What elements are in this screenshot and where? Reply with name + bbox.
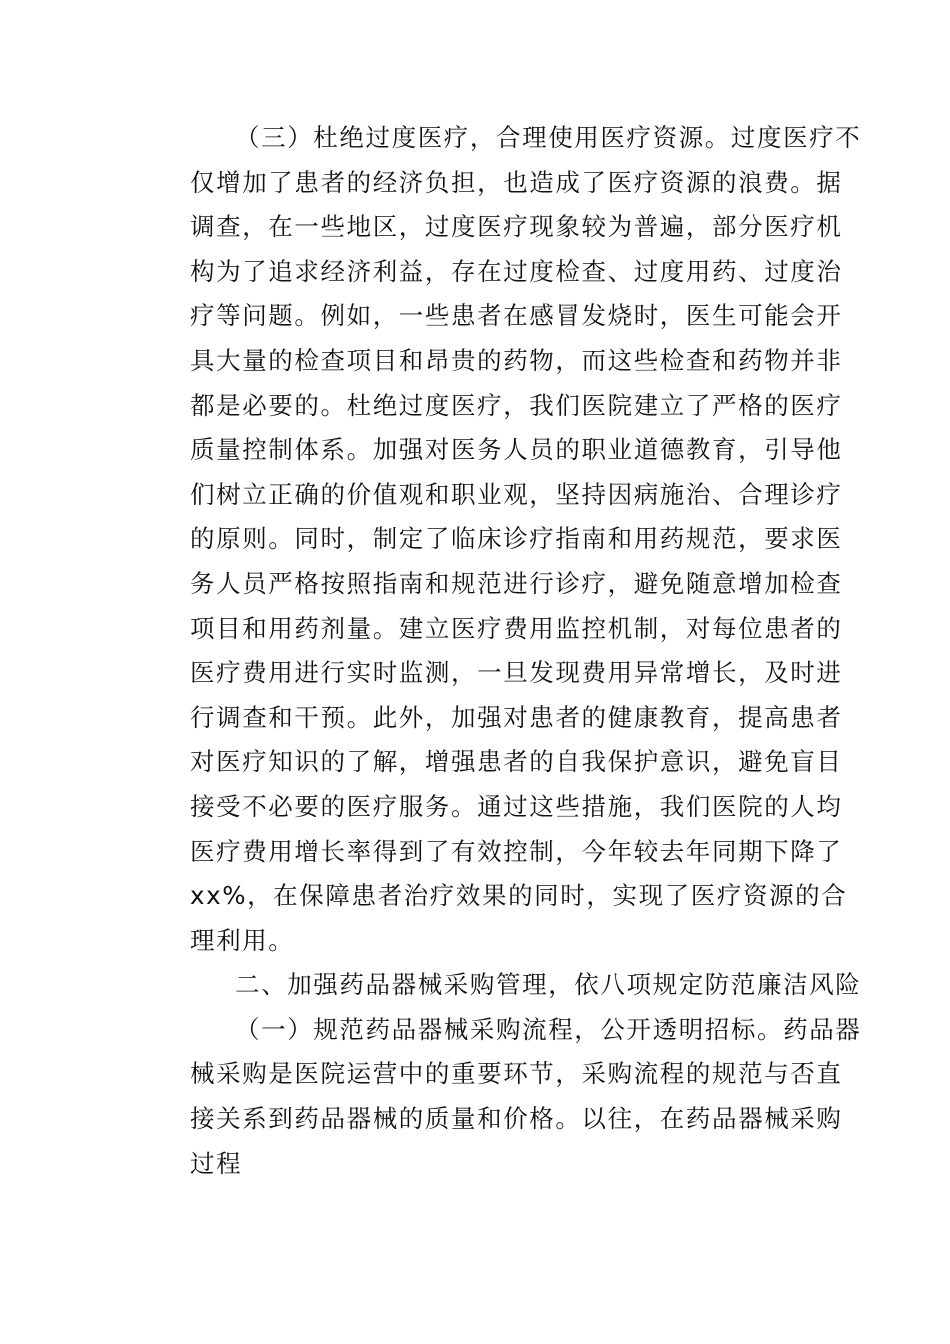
text-line: 接受不必要的医疗服务。通过这些措施，我们医院的人均 — [190, 791, 843, 821]
text-line: 构为了追求经济利益，存在过度检查、过度用药、过度治 — [190, 256, 843, 286]
text-line: xx%，在保障患者治疗效果的同时，实现了医疗资源的合 — [190, 881, 848, 911]
text-line: 医疗费用进行实时监测，一旦发现费用异常增长，及时进 — [190, 658, 843, 688]
text-line: 接关系到药品器械的质量和价格。以往，在药品器械采购 — [190, 1104, 843, 1134]
paragraph-overtreatment — [145, 116, 862, 963]
text-line: （三）杜绝过度医疗，合理使用医疗资源。过度医疗不 — [235, 123, 862, 152]
text-line: 质量控制体系。加强对医务人员的职业道德教育，引导他 — [190, 435, 843, 465]
text-line: 的原则。同时，制定了临床诊疗指南和用药规范，要求医 — [190, 524, 843, 554]
heading-line: 二、加强药品器械采购管理，依八项规定防范廉洁风险 — [235, 970, 862, 1000]
section-heading-procurement — [145, 963, 862, 1008]
text-line: 务人员严格按照指南和规范进行诊疗，避免随意增加检查 — [190, 568, 843, 598]
document-page — [145, 116, 862, 1186]
text-line: 项目和用药剂量。建立医疗费用监控机制，对每位患者的 — [190, 613, 843, 643]
text-line: 具大量的检查项目和昂贵的药物，而这些检查和药物并非 — [190, 345, 843, 375]
text-line: 仅增加了患者的经济负担，也造成了医疗资源的浪费。据 — [190, 167, 843, 197]
text-line: 疗等问题。例如，一些患者在感冒发烧时，医生可能会开 — [190, 301, 843, 331]
text-line: 医疗费用增长率得到了有效控制，今年较去年同期下降了 — [190, 836, 843, 866]
text-line: 对医疗知识的了解，增强患者的自我保护意识，避免盲目 — [190, 747, 843, 777]
text-line: 们树立正确的价值观和职业观，坚持因病施治、合理诊疗 — [190, 479, 843, 509]
paragraph-procurement-process — [145, 1008, 862, 1186]
text-line: 行调查和干预。此外，加强对患者的健康教育，提高患者 — [190, 702, 843, 732]
text-line: （一）规范药品器械采购流程，公开透明招标。药品器 — [235, 1014, 862, 1044]
text-line: 械采购是医院运营中的重要环节，采购流程的规范与否直 — [190, 1059, 843, 1089]
text-line: 调查，在一些地区，过度医疗现象较为普遍，部分医疗机 — [190, 212, 843, 242]
text-line: 过程 — [190, 1148, 243, 1178]
text-line: 理利用。 — [190, 925, 295, 955]
text-line: 都是必要的。杜绝过度医疗，我们医院建立了严格的医疗 — [190, 390, 843, 420]
